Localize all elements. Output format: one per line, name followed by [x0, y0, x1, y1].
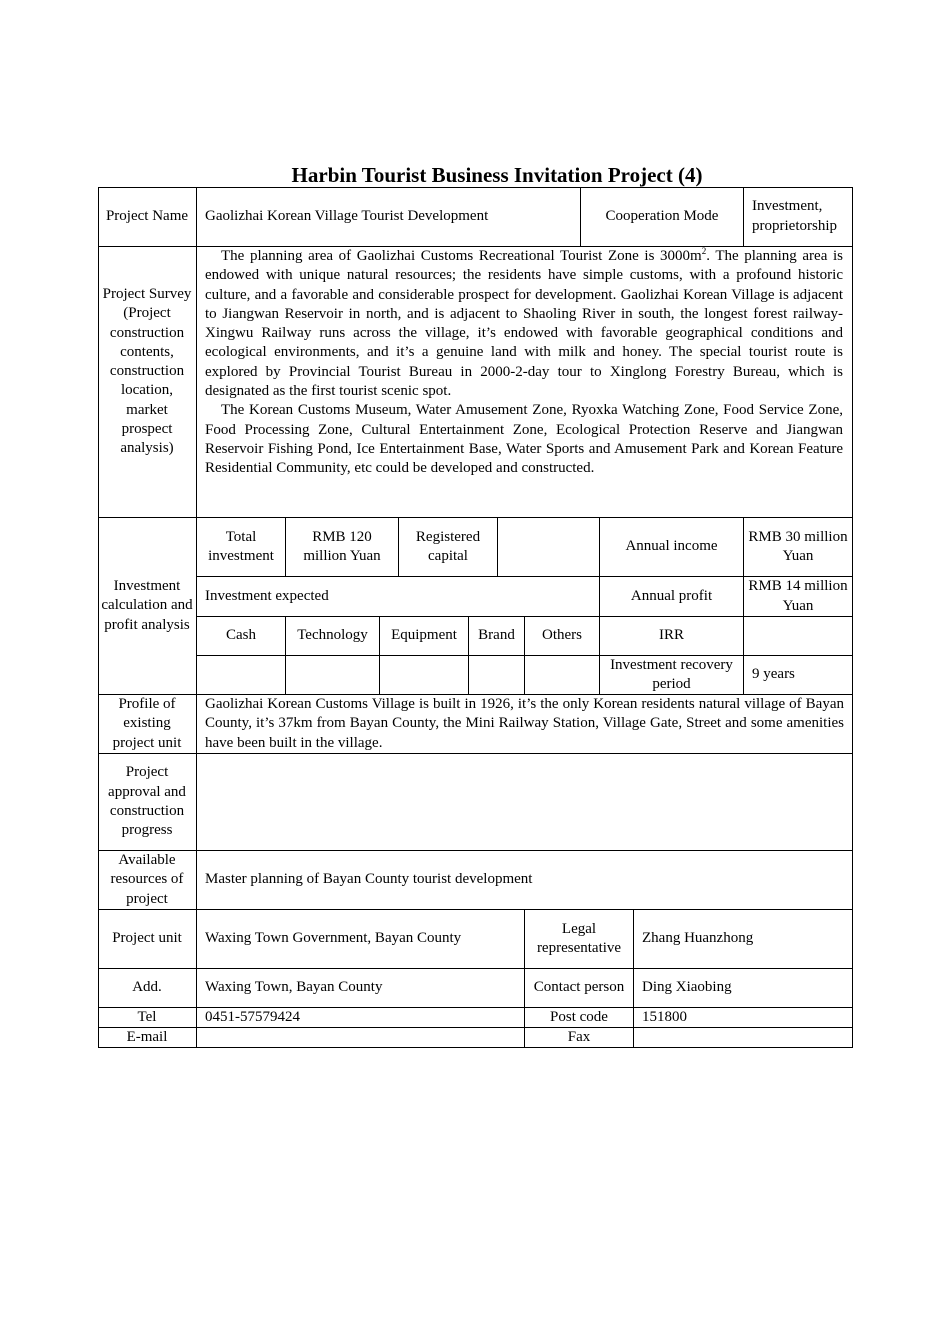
- investment-label: Investment calculation and profit analysis: [98, 518, 197, 695]
- project-name-value: Gaolizhai Korean Village Tourist Development: [197, 187, 581, 247]
- resources-label: Available resources of project: [98, 851, 197, 910]
- equipment-label: Equipment: [380, 617, 469, 656]
- survey-paragraph-2: The Korean Customs Museum, Water Amusement Zone, Ryoxka Watching Zone, Food Service Zone, Food Processing Zone, Cultural Entertainment Zone, Ecological Protection Reserve and Jiangwan Reservoir Fishing Pond, Ice Entertainment Base, Water Sports and Amusement Park and Korean Feature Residential Community, etc could be developed and constructed.: [205, 402, 843, 477]
- address-label: Add.: [98, 969, 197, 1008]
- project-unit-label: Project unit: [98, 910, 197, 969]
- technology-value: [286, 656, 380, 695]
- registered-capital-label: Registered capital: [399, 518, 498, 577]
- legal-representative-label: Legal representative: [525, 910, 634, 969]
- profile-value: Gaolizhai Korean Customs Village is built in 1926, it’s the only Korean residents natural village of Bayan County, it’s 37km from Bayan County, the Mini Railway Station, Village Gate, Street and some amenities have been built in the village.: [197, 695, 853, 754]
- cash-value: [197, 656, 286, 695]
- resources-value: Master planning of Bayan County tourist development: [197, 851, 853, 910]
- technology-label: Technology: [286, 617, 380, 656]
- investment-expected-label: Investment expected: [197, 577, 600, 617]
- total-investment-value: RMB 120 million Yuan: [286, 518, 399, 577]
- others-value: [525, 656, 600, 695]
- recovery-period-value: 9 years: [744, 656, 853, 695]
- legal-representative-value: Zhang Huanzhong: [634, 910, 853, 969]
- project-name-label: Project Name: [98, 187, 197, 247]
- approval-label: Project approval and construction progress: [98, 754, 197, 851]
- others-label: Others: [525, 617, 600, 656]
- annual-income-value: RMB 30 million Yuan: [744, 518, 853, 577]
- registered-capital-value: [498, 518, 600, 577]
- recovery-period-label: Investment recovery period: [600, 656, 744, 695]
- tel-label: Tel: [98, 1008, 197, 1028]
- email-label: E-mail: [98, 1028, 197, 1048]
- profile-label: Profile of existing project unit: [98, 695, 197, 754]
- annual-profit-value: RMB 14 million Yuan: [744, 577, 853, 617]
- fax-label: Fax: [525, 1028, 634, 1048]
- tel-value: 0451-57579424: [197, 1008, 525, 1028]
- cooperation-mode-value: Investment, proprietorship: [744, 187, 853, 247]
- annual-profit-label: Annual profit: [600, 577, 744, 617]
- project-survey-text: [197, 247, 853, 518]
- approval-value: [197, 754, 853, 851]
- cash-label: Cash: [197, 617, 286, 656]
- cooperation-mode-label: Cooperation Mode: [581, 187, 744, 247]
- fax-value: [634, 1028, 853, 1048]
- brand-value: [469, 656, 525, 695]
- contact-person-label: Contact person: [525, 969, 634, 1008]
- total-investment-label: Total investment: [197, 518, 286, 577]
- page-title: Harbin Tourist Business Invitation Project (4): [291, 163, 703, 187]
- email-value: [197, 1028, 525, 1048]
- irr-label: IRR: [600, 617, 744, 656]
- irr-value: [744, 617, 853, 656]
- post-code-label: Post code: [525, 1008, 634, 1028]
- project-unit-value: Waxing Town Government, Bayan County: [197, 910, 525, 969]
- post-code-value: 151800: [634, 1008, 853, 1028]
- survey-paragraph-1: The planning area of Gaolizhai Customs Recreational Tourist Zone is $3000m^2$. The planning area is endowed with unique natural resources; the residents have simple customs, with a profound historic culture, and a favorable and considerable prospect for development. Gaolizhai Korean Village is adjacent to Jiangwan Reservoir in north, and is adjacent to Shaoling River in south, the longest forest railway-Xingwu Railway runs across the village, it’s endowed with favorable geographical conditions and ecological environments, and it’s a genuine land with milk and honey. The special tourist route is explored by Provincial Tourist Bureau in 2000-2-day tour to Xinglong Forestry Bureau, which is designated as the first tourist scenic spot.: [205, 247, 843, 400]
- contact-person-value: Ding Xiaobing: [634, 969, 853, 1008]
- address-value: Waxing Town, Bayan County: [197, 969, 525, 1008]
- project-survey-label: Project Survey (Project construction contents, construction location, market prospect analysis): [98, 247, 197, 518]
- equipment-value: [380, 656, 469, 695]
- brand-label: Brand: [469, 617, 525, 656]
- annual-income-label: Annual income: [600, 518, 744, 577]
